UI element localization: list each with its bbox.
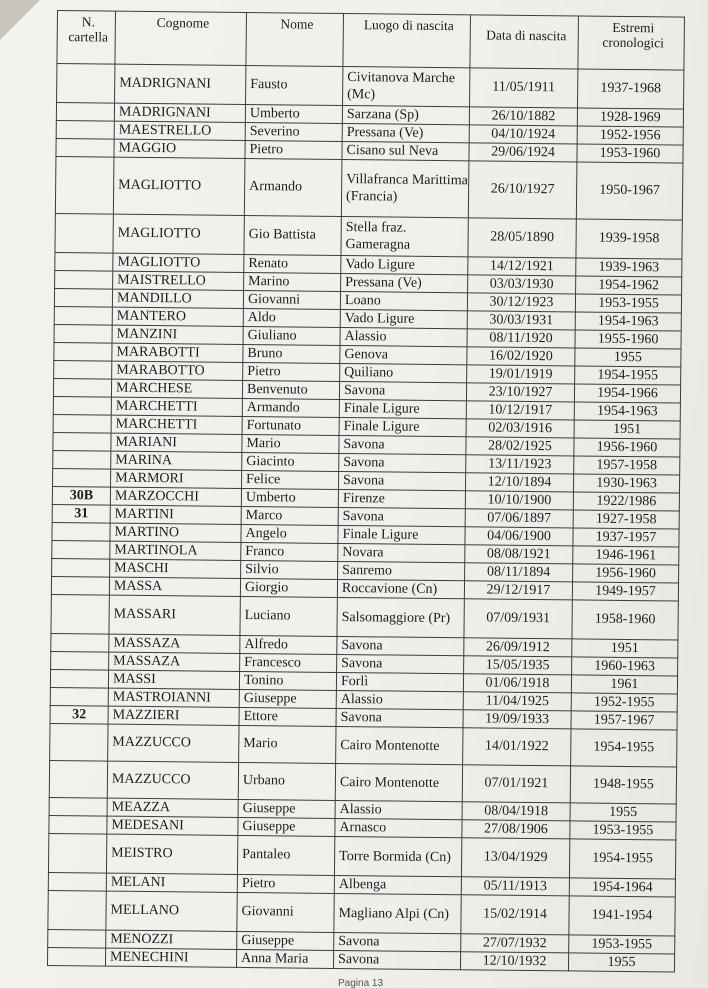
date-range-cell: 1927-1958 <box>573 510 679 529</box>
birthplace-cell: Roccavione (Cn) <box>337 579 464 598</box>
surname-cell: MASSA <box>109 577 240 596</box>
header-cartella: N. cartella <box>57 11 116 65</box>
surname-cell: MASCHI <box>110 559 241 578</box>
date-range-cell: 1951 <box>572 639 678 658</box>
surname-cell: MENECHINI <box>105 948 236 967</box>
birthplace-cell: Vado Ligure <box>341 255 468 274</box>
cartella-number <box>53 432 111 451</box>
birthplace-cell: Alassio <box>340 327 467 346</box>
birthplace-cell: Alassio <box>335 800 462 819</box>
date-range-cell: 1951 <box>574 420 680 439</box>
birthdate-cell: 07/09/1931 <box>464 599 572 639</box>
firstname-cell: Pietro <box>237 874 334 893</box>
birthdate-cell: 03/03/1930 <box>468 275 576 294</box>
date-range-cell: 1955-1960 <box>575 330 681 349</box>
cartella-number <box>48 833 106 873</box>
birthplace-cell: Salsomaggiore (Pr) <box>337 597 464 637</box>
firstname-cell: Angelo <box>241 524 338 543</box>
surname-cell: MASSI <box>108 670 239 689</box>
birthplace-cell: Savona <box>337 636 464 655</box>
cartella-number <box>55 156 114 214</box>
table-row <box>57 64 684 110</box>
birthdate-cell: 11/05/1911 <box>470 68 578 108</box>
date-range-cell: 1946-1961 <box>573 546 679 565</box>
birthdate-cell: 19/01/1919 <box>467 365 575 384</box>
birthplace-cell: Cisano sul Neva <box>342 141 469 160</box>
birthdate-cell: 26/10/1927 <box>468 161 577 219</box>
birthplace-cell: Stella fraz. Gameragna <box>341 216 468 256</box>
cartella-number <box>51 594 109 634</box>
firstname-cell: Giuliano <box>243 326 340 345</box>
birthdate-cell: 13/04/1929 <box>461 838 569 878</box>
cartella-number <box>55 252 113 271</box>
date-range-cell: 1954-1963 <box>575 312 681 331</box>
birthdate-cell: 15/05/1935 <box>464 656 572 675</box>
surname-cell: MARCHETTI <box>111 397 242 416</box>
firstname-cell: Fortunato <box>242 416 339 435</box>
table-row <box>55 156 683 220</box>
birthdate-cell: 23/10/1927 <box>466 383 574 402</box>
surname-cell: MADRIGNANI <box>115 64 246 104</box>
birthdate-cell: 14/12/1921 <box>468 257 576 276</box>
surname-cell: MARABOTTI <box>112 343 243 362</box>
surname-cell: MARABOTTO <box>112 361 243 380</box>
date-range-cell: 1954-1955 <box>569 839 675 879</box>
date-range-cell: 1953-1960 <box>577 144 683 163</box>
firstname-cell: Tonino <box>239 671 336 690</box>
birthdate-cell: 30/12/1923 <box>467 293 575 312</box>
table-body <box>47 64 683 973</box>
birthplace-cell: Alassio <box>336 690 463 709</box>
birthdate-cell: 12/10/1932 <box>460 952 568 971</box>
surname-cell: MEISTRO <box>106 834 237 874</box>
birthdate-cell: 04/10/1924 <box>469 125 577 144</box>
birthplace-cell: Genova <box>340 345 467 364</box>
page-number: Pagina 13 <box>338 978 384 989</box>
cartella-number <box>53 468 111 487</box>
date-range-cell: 1937-1968 <box>578 69 684 109</box>
birthdate-cell: 08/11/1894 <box>465 563 573 582</box>
date-range-cell: 1957-1958 <box>574 456 680 475</box>
header-data: Data di nascita <box>470 15 579 69</box>
surname-cell: MAESTRELLO <box>114 121 245 140</box>
firstname-cell: Urbano <box>238 762 335 800</box>
header-luogo: Luogo di nascita <box>343 14 471 68</box>
birthdate-cell: 26/09/1912 <box>464 638 572 657</box>
surname-cell: MAZZUCCO <box>108 724 239 762</box>
cartella-number <box>55 270 113 289</box>
surname-cell: MEAZZA <box>107 798 238 817</box>
cartella-number <box>48 929 106 948</box>
surname-cell: MAGGIO <box>114 139 245 158</box>
date-range-cell: 1939-1963 <box>576 258 682 277</box>
firstname-cell: Aldo <box>243 308 340 327</box>
surname-cell: MAGLIOTTO <box>113 253 244 272</box>
birthplace-cell: Civitanova Marche (Mc) <box>343 66 470 106</box>
header-cognome: Cognome <box>115 11 247 65</box>
cartella-number <box>56 120 114 139</box>
birthplace-cell: Vado Ligure <box>340 309 467 328</box>
surname-cell: MAZZIERI <box>108 706 239 725</box>
cartella-number <box>49 797 107 816</box>
birthdate-cell: 07/01/1921 <box>462 765 570 803</box>
firstname-cell: Umberto <box>241 488 338 507</box>
cartella-number <box>54 306 112 325</box>
cartella-number <box>51 576 109 595</box>
cartella-number <box>50 669 108 688</box>
birthplace-cell: Albenga <box>334 875 461 894</box>
date-range-cell: 1957-1967 <box>571 711 677 730</box>
birthplace-cell: Sanremo <box>338 561 465 580</box>
birthplace-cell: Cairo Montenotte <box>336 726 463 764</box>
date-range-cell: 1928-1969 <box>577 108 683 127</box>
birthplace-cell: Finale Ligure <box>338 525 465 544</box>
birthdate-cell: 02/03/1916 <box>466 419 574 438</box>
birthplace-cell: Savona <box>339 453 466 472</box>
firstname-cell: Marino <box>244 272 341 291</box>
date-range-cell: 1960-1963 <box>572 657 678 676</box>
folded-corner <box>0 0 40 40</box>
cartella-number <box>53 378 111 397</box>
date-range-cell: 1949-1957 <box>572 582 678 601</box>
cartella-number <box>48 872 106 891</box>
cartella-number <box>57 64 115 104</box>
birthplace-cell: Novara <box>338 543 465 562</box>
birthdate-cell: 16/02/1920 <box>467 347 575 366</box>
birthdate-cell: 05/11/1913 <box>461 877 569 896</box>
date-range-cell: 1955 <box>568 953 674 972</box>
date-range-cell: 1954-1966 <box>574 384 680 403</box>
firstname-cell: Armando <box>242 398 339 417</box>
surname-cell: MARIANI <box>111 433 242 452</box>
birthplace-cell: Savona <box>337 654 464 673</box>
date-range-cell: 1954-1955 <box>575 366 681 385</box>
date-range-cell: 1922/1986 <box>573 492 679 511</box>
date-range-cell: 1930-1963 <box>573 474 679 493</box>
surname-cell: MAGLIOTTO <box>113 157 245 215</box>
cartella-number <box>49 815 107 834</box>
birthplace-cell: Savona <box>339 381 466 400</box>
cartella-number: 32 <box>50 705 108 724</box>
surname-cell: MENOZZI <box>106 930 237 949</box>
surname-cell: MARCHESE <box>111 379 242 398</box>
cartella-number <box>53 414 111 433</box>
cartella-number <box>51 633 109 652</box>
birthdate-cell: 28/05/1890 <box>468 218 576 258</box>
birthplace-cell: Savona <box>339 435 466 454</box>
surname-cell: MARTINI <box>110 505 241 524</box>
birthplace-cell: Savona <box>338 507 465 526</box>
cartella-number <box>50 687 108 706</box>
surname-cell: MELLANO <box>106 891 237 931</box>
firstname-cell: Giorgio <box>240 578 337 597</box>
birthplace-cell: Pressana (Ve) <box>342 123 469 142</box>
birthdate-cell: 15/02/1914 <box>461 895 569 935</box>
date-range-cell: 1954-1964 <box>569 878 675 897</box>
surname-cell: MAISTRELLO <box>113 271 244 290</box>
header-row <box>57 11 685 71</box>
surname-cell: MARTINO <box>110 523 241 542</box>
firstname-cell: Pantaleo <box>237 835 334 875</box>
surname-cell: MARCHETTI <box>111 415 242 434</box>
birthdate-cell: 11/04/1925 <box>463 692 571 711</box>
firstname-cell: Mario <box>239 725 336 763</box>
cartella-number <box>51 651 109 670</box>
cartella-number <box>54 342 112 361</box>
firstname-cell: Luciano <box>240 596 337 636</box>
birthplace-cell: Firenze <box>338 489 465 508</box>
date-range-cell: 1953-1955 <box>575 294 681 313</box>
firstname-cell: Giuseppe <box>238 799 335 818</box>
surname-cell: MANZINI <box>112 325 243 344</box>
birthdate-cell: 07/06/1897 <box>465 509 573 528</box>
cartella-number <box>48 890 106 930</box>
surname-cell: MASTROIANNI <box>108 688 239 707</box>
surname-cell: MASSARI <box>109 595 240 635</box>
firstname-cell: Francesco <box>240 653 337 672</box>
surname-cell: MARZOCCHI <box>110 487 241 506</box>
birthdate-cell: 08/11/1920 <box>467 329 575 348</box>
date-range-cell: 1952-1955 <box>571 693 677 712</box>
birthplace-cell: Loano <box>340 291 467 310</box>
cartella-number <box>54 324 112 343</box>
firstname-cell: Giovanni <box>237 892 334 932</box>
birthdate-cell: 28/02/1925 <box>466 437 574 456</box>
firstname-cell: Giuseppe <box>237 931 334 950</box>
firstname-cell: Giuseppe <box>238 817 335 836</box>
date-range-cell: 1954-1963 <box>574 402 680 421</box>
cartella-number: 31 <box>52 504 110 523</box>
firstname-cell: Armando <box>244 158 342 216</box>
birthdate-cell: 30/03/1931 <box>467 311 575 330</box>
birthdate-cell: 08/04/1918 <box>462 802 570 821</box>
firstname-cell: Giuseppe <box>239 689 336 708</box>
firstname-cell: Silvio <box>241 560 338 579</box>
birthplace-cell: Quiliano <box>340 363 467 382</box>
date-range-cell: 1955 <box>570 803 676 822</box>
date-range-cell: 1937-1957 <box>573 528 679 547</box>
surname-cell: MASSAZA <box>109 652 240 671</box>
header-nome: Nome <box>246 12 344 66</box>
cartella-number <box>49 760 107 798</box>
date-range-cell: 1941-1954 <box>569 896 675 936</box>
table-row <box>48 833 675 879</box>
birthdate-cell: 01/06/1918 <box>463 674 571 693</box>
surname-cell: MANTERO <box>112 307 243 326</box>
birthplace-cell: Arnasco <box>335 818 462 837</box>
birthdate-cell: 13/11/1923 <box>466 455 574 474</box>
birthplace-cell: Savona <box>333 950 460 969</box>
date-range-cell: 1950-1967 <box>576 162 683 220</box>
table-row <box>51 594 678 640</box>
birthplace-cell: Finale Ligure <box>339 399 466 418</box>
cartella-number <box>56 103 114 122</box>
birthdate-cell: 12/10/1894 <box>465 473 573 492</box>
surname-cell: MELANI <box>106 873 237 892</box>
birthplace-cell: Savona <box>334 932 461 951</box>
date-range-cell: 1954-1962 <box>576 276 682 295</box>
cartella-number <box>53 396 111 415</box>
table-row <box>48 890 675 936</box>
firstname-cell: Gio Battista <box>244 215 341 255</box>
surname-cell: MARTINOLA <box>110 541 241 560</box>
date-range-cell: 1961 <box>571 675 677 694</box>
cartella-number <box>54 288 112 307</box>
birthdate-cell: 27/08/1906 <box>462 820 570 839</box>
firstname-cell: Anna Maria <box>236 949 333 968</box>
surname-cell: MANDILLO <box>112 289 243 308</box>
date-range-cell: 1948-1955 <box>570 766 676 804</box>
cartella-number <box>52 558 110 577</box>
birthplace-cell: Savona <box>336 708 463 727</box>
surname-cell: MAZZUCCO <box>107 761 238 799</box>
date-range-cell: 1939-1958 <box>576 219 682 259</box>
firstname-cell: Franco <box>241 542 338 561</box>
surname-cell: MEDESANI <box>107 816 238 835</box>
cartella-number <box>54 360 112 379</box>
cartella-number <box>53 450 111 469</box>
cartella-number <box>56 138 114 157</box>
firstname-cell: Pietro <box>243 362 340 381</box>
header-estremi: Estremi cronologici <box>578 16 685 70</box>
birthdate-cell: 29/12/1917 <box>464 581 572 600</box>
birthplace-cell: Torre Bormida (Cn) <box>334 836 461 876</box>
birthdate-cell: 08/08/1921 <box>465 545 573 564</box>
firstname-cell: Marco <box>241 506 338 525</box>
date-range-cell: 1958-1960 <box>572 600 678 640</box>
firstname-cell: Alfredo <box>240 635 337 654</box>
birthplace-cell: Finale Ligure <box>339 417 466 436</box>
firstname-cell: Benvenuto <box>242 380 339 399</box>
firstname-cell: Ettore <box>239 707 336 726</box>
date-range-cell: 1956-1960 <box>574 438 680 457</box>
birthdate-cell: 19/09/1933 <box>463 710 571 729</box>
surname-cell: MADRIGNANI <box>114 103 245 122</box>
surname-cell: MARMORI <box>111 469 242 488</box>
cartella-number: 30B <box>52 486 110 505</box>
firstname-cell: Renato <box>244 254 341 273</box>
cartella-number <box>50 723 108 761</box>
date-range-cell: 1955 <box>575 348 681 367</box>
table-row <box>55 213 682 259</box>
birthdate-cell: 26/10/1882 <box>469 107 577 126</box>
firstname-cell: Giacinto <box>242 452 339 471</box>
firstname-cell: Pietro <box>245 140 342 159</box>
birthplace-cell: Pressana (Ve) <box>341 273 468 292</box>
firstname-cell: Giovanni <box>243 290 340 309</box>
firstname-cell: Felice <box>241 470 338 489</box>
birthplace-cell: Savona <box>338 471 465 490</box>
birthdate-cell: 27/07/1932 <box>461 934 569 953</box>
date-range-cell: 1953-1955 <box>570 821 676 840</box>
firstname-cell: Bruno <box>243 344 340 363</box>
birthplace-cell: Forlì <box>336 672 463 691</box>
birthdate-cell: 10/12/1917 <box>466 401 574 420</box>
surname-cell: MAGLIOTTO <box>113 214 244 254</box>
surname-cell: MARINA <box>111 451 242 470</box>
birthplace-cell: Magliano Alpi (Cn) <box>334 893 461 933</box>
birthplace-cell: Villafranca Marittima (Francia) <box>341 159 469 217</box>
birthdate-cell: 04/06/1900 <box>465 527 573 546</box>
date-range-cell: 1956-1960 <box>573 564 679 583</box>
birthdate-cell: 14/01/1922 <box>463 728 571 766</box>
date-range-cell: 1953-1955 <box>569 935 675 954</box>
birthplace-cell: Sarzana (Sp) <box>342 105 469 124</box>
firstname-cell: Umberto <box>245 104 342 123</box>
firstname-cell: Severino <box>245 122 342 141</box>
birthplace-cell: Cairo Montenotte <box>335 763 462 801</box>
birthdate-cell: 29/06/1924 <box>469 143 577 162</box>
cartella-number <box>52 540 110 559</box>
birthdate-cell: 10/10/1900 <box>465 491 573 510</box>
cartella-number <box>52 522 110 541</box>
date-range-cell: 1952-1956 <box>577 126 683 145</box>
register-table <box>47 10 685 973</box>
firstname-cell: Fausto <box>246 65 343 105</box>
surname-cell: MASSAZA <box>109 634 240 653</box>
cartella-number <box>55 213 113 253</box>
date-range-cell: 1954-1955 <box>571 729 677 767</box>
firstname-cell: Mario <box>242 434 339 453</box>
cartella-number <box>47 947 105 966</box>
